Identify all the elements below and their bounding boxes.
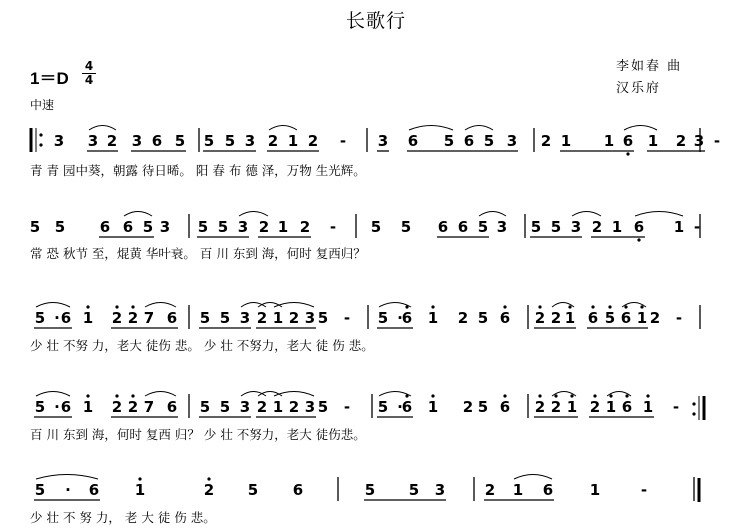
high-octave-dot — [570, 394, 573, 397]
high-octave-dot — [538, 394, 541, 397]
lyric-line: 百 川 东到 海，何时 复西 归？ 少 壮 不努力，老大 徒伤悲。 — [30, 427, 366, 442]
note: 1 — [673, 218, 685, 236]
note: 5 — [364, 481, 376, 499]
note: 1 — [82, 398, 94, 416]
note: 7 — [143, 398, 155, 416]
lyric-line: 常 恐 秋节 至，焜黄 华叶衰。 百 川 东到 海，何时 复西归？ — [30, 246, 366, 261]
note: 6 — [401, 398, 413, 416]
note: 1 — [611, 218, 623, 236]
note: 5 — [477, 218, 489, 236]
note: - — [343, 398, 351, 416]
note: 3 — [244, 132, 256, 150]
note: 5 — [483, 132, 495, 150]
high-octave-dot — [591, 305, 594, 308]
high-octave-dot — [568, 305, 571, 308]
note: 2 — [106, 132, 118, 150]
note: 6 — [88, 481, 100, 499]
note: 6 — [587, 309, 599, 327]
slur — [274, 392, 314, 397]
note: 2 — [111, 398, 123, 416]
note: 2 — [256, 398, 268, 416]
note: 5 — [477, 309, 489, 327]
low-octave-dot — [626, 152, 629, 155]
high-octave-dot — [431, 305, 434, 308]
note: 2 — [457, 309, 469, 327]
note: 2 — [111, 309, 123, 327]
note: 2 — [534, 398, 546, 416]
repeat-dot — [692, 412, 695, 415]
note: 3 — [87, 132, 99, 150]
repeat-dot — [39, 133, 42, 136]
note: 3 — [570, 218, 582, 236]
note: 3 — [237, 218, 249, 236]
high-octave-dot — [431, 394, 434, 397]
note: 2 — [299, 218, 311, 236]
note: - — [329, 218, 337, 236]
note: 6 — [99, 218, 111, 236]
note: · — [397, 398, 403, 416]
note: 6 — [401, 309, 413, 327]
note: 5 — [443, 132, 455, 150]
note: 5 — [197, 218, 209, 236]
note: 5 — [377, 398, 389, 416]
time-signature-bottom: 4 — [84, 73, 94, 87]
high-octave-dot — [86, 394, 89, 397]
note: 3 — [304, 398, 316, 416]
slur — [635, 212, 683, 217]
note: 2 — [127, 398, 139, 416]
note: 5 — [219, 398, 231, 416]
high-octave-dot — [625, 394, 628, 397]
note: 5 — [174, 132, 186, 150]
note: 1 — [589, 481, 601, 499]
slur — [274, 303, 314, 308]
note: 1 — [512, 481, 524, 499]
high-octave-dot — [86, 305, 89, 308]
note: 6 — [151, 132, 163, 150]
note: 5 — [29, 218, 41, 236]
note: 3 — [304, 309, 316, 327]
note: · — [54, 309, 60, 327]
note: 6 — [60, 309, 72, 327]
note: 3 — [53, 132, 65, 150]
note: · — [54, 398, 60, 416]
slur — [36, 303, 70, 308]
high-octave-dot — [538, 305, 541, 308]
note: 2 — [589, 398, 601, 416]
note: 1 — [603, 132, 615, 150]
note: 1 — [427, 398, 439, 416]
note: 5 — [199, 309, 211, 327]
note: 1 — [564, 309, 576, 327]
note: 1 — [287, 132, 299, 150]
slur — [624, 126, 657, 131]
note: 6 — [633, 218, 645, 236]
slur — [145, 303, 176, 308]
note: 5 — [219, 309, 231, 327]
note: 5 — [317, 309, 329, 327]
note: - — [672, 398, 680, 416]
high-octave-dot — [640, 305, 643, 308]
slur — [479, 212, 506, 217]
note: 6 — [122, 218, 134, 236]
note: 2 — [203, 481, 215, 499]
note: 2 — [288, 309, 300, 327]
note: 5 — [408, 481, 420, 499]
note: 5 — [604, 309, 616, 327]
note: 2 — [267, 132, 279, 150]
note: 2 — [550, 398, 562, 416]
high-octave-dot — [624, 305, 627, 308]
note: 3 — [239, 309, 251, 327]
note: 3 — [693, 132, 705, 150]
slur — [409, 126, 453, 131]
high-octave-dot — [115, 305, 118, 308]
slur — [239, 212, 268, 217]
high-octave-dot — [115, 394, 118, 397]
note: 6 — [407, 132, 419, 150]
note: 6 — [499, 309, 511, 327]
slur — [269, 126, 297, 131]
high-octave-dot — [646, 394, 649, 397]
high-octave-dot — [503, 305, 506, 308]
high-octave-dot — [138, 477, 141, 480]
note: 2 — [258, 218, 270, 236]
note: 3 — [159, 218, 171, 236]
note: 3 — [377, 132, 389, 150]
slur — [36, 475, 98, 480]
note: - — [693, 218, 701, 236]
note: 3 — [506, 132, 518, 150]
note: 5 — [199, 398, 211, 416]
slur — [514, 475, 552, 480]
note: 6 — [622, 132, 634, 150]
note: 1 — [277, 218, 289, 236]
time-signature-top: 4 — [84, 59, 94, 73]
note: 1 — [272, 309, 284, 327]
low-octave-dot — [637, 238, 640, 241]
high-octave-dot — [131, 305, 134, 308]
composer-credit: 李如春 曲 — [616, 59, 683, 74]
note: 1 — [642, 398, 654, 416]
note: 6 — [463, 132, 475, 150]
note: 6 — [166, 309, 178, 327]
note: 3 — [239, 398, 251, 416]
note: 3 — [131, 132, 143, 150]
note: 2 — [675, 132, 687, 150]
note: - — [343, 309, 351, 327]
note: - — [640, 481, 648, 499]
note: 7 — [143, 309, 155, 327]
slur — [465, 126, 493, 131]
note: 5 — [247, 481, 259, 499]
note: 5 — [370, 218, 382, 236]
note: 6 — [437, 218, 449, 236]
note: 5 — [203, 132, 215, 150]
key-signature: 1＝D — [30, 69, 69, 88]
note: 6 — [499, 398, 511, 416]
high-octave-dot — [609, 394, 612, 397]
note: 5 — [377, 309, 389, 327]
note: 6 — [166, 398, 178, 416]
note: 2 — [649, 309, 661, 327]
note: · — [397, 309, 403, 327]
note: 6 — [60, 398, 72, 416]
song-title: 长歌行 — [345, 10, 406, 32]
note: 5 — [317, 398, 329, 416]
tempo-marking: 中速 — [30, 98, 55, 112]
note: - — [675, 309, 683, 327]
note: 1 — [636, 309, 648, 327]
note: 2 — [484, 481, 496, 499]
repeat-dot — [692, 402, 695, 405]
note: 2 — [288, 398, 300, 416]
note: 2 — [307, 132, 319, 150]
note: 6 — [542, 481, 554, 499]
note: 2 — [256, 309, 268, 327]
note: 5 — [530, 218, 542, 236]
note: 5 — [34, 398, 46, 416]
note: 2 — [550, 309, 562, 327]
high-octave-dot — [131, 394, 134, 397]
lyric-line: 少 壮 不 努 力， 老 大 徒 伤 悲。 — [30, 510, 216, 525]
slur — [145, 392, 176, 397]
note: 1 — [134, 481, 146, 499]
note: 2 — [540, 132, 552, 150]
note: 5 — [34, 309, 46, 327]
note: 6 — [621, 398, 633, 416]
high-octave-dot — [503, 394, 506, 397]
note: 2 — [591, 218, 603, 236]
note: 5 — [217, 218, 229, 236]
note: 1 — [560, 132, 572, 150]
note: 6 — [292, 481, 304, 499]
note: 3 — [434, 481, 446, 499]
note: 5 — [400, 218, 412, 236]
note: 1 — [272, 398, 284, 416]
note: - — [713, 132, 721, 150]
note: 1 — [427, 309, 439, 327]
note: 1 — [647, 132, 659, 150]
note: 5 — [54, 218, 66, 236]
note: - — [339, 132, 347, 150]
slur — [89, 126, 116, 131]
note: 1 — [82, 309, 94, 327]
note: 5 — [142, 218, 154, 236]
slur — [36, 392, 70, 397]
note: 5 — [550, 218, 562, 236]
high-octave-dot — [554, 394, 557, 397]
note: · — [65, 481, 71, 499]
slur — [124, 212, 152, 217]
note: 3 — [496, 218, 508, 236]
note: 2 — [127, 309, 139, 327]
high-octave-dot — [608, 305, 611, 308]
note: 2 — [462, 398, 474, 416]
lyric-line: 青 青 园中葵，朝露 待日晞。 阳 春 布 德 泽，万物 生光辉。 — [30, 163, 366, 178]
slur — [572, 212, 601, 217]
note: 5 — [477, 398, 489, 416]
high-octave-dot — [207, 477, 210, 480]
lyric-line: 少 壮 不努 力，老大 徒伤 悲。 少 壮 不努力，老大 徒 伤 悲。 — [30, 338, 374, 353]
note: 1 — [566, 398, 578, 416]
note: 5 — [34, 481, 46, 499]
note: 1 — [605, 398, 617, 416]
note: 6 — [457, 218, 469, 236]
high-octave-dot — [593, 394, 596, 397]
note: 2 — [534, 309, 546, 327]
note: 6 — [620, 309, 632, 327]
lyricist-credit: 汉乐府 — [616, 81, 662, 96]
repeat-dot — [39, 143, 42, 146]
note: 5 — [224, 132, 236, 150]
